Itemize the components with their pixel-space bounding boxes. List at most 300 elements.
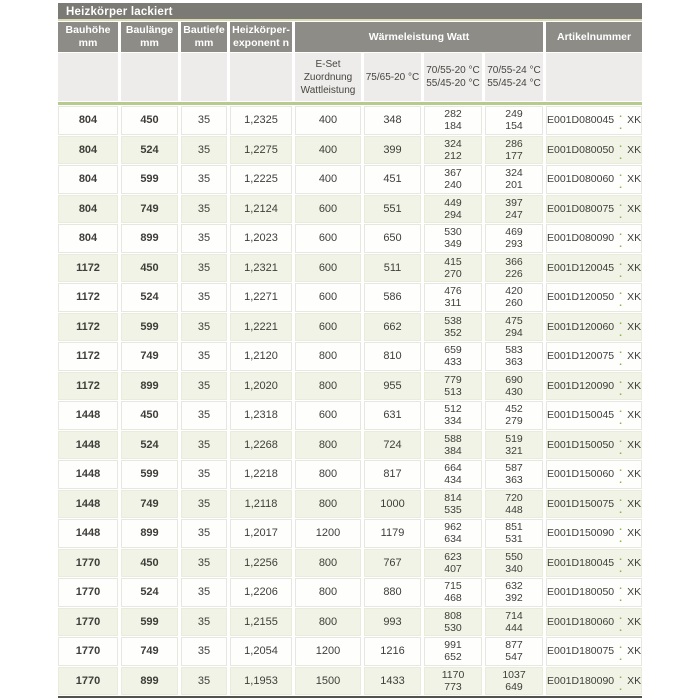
cell-watt-7055-24-text: 550 — [505, 550, 523, 563]
cell-artikelnummer-text: E001D150045 — [547, 409, 615, 422]
col-header-waermeleistung — [295, 22, 543, 52]
cell-watt-7055-20-text: 991 — [444, 639, 462, 652]
cell-eset-wattleistung-text: 600 — [318, 232, 338, 245]
cell-bauhoehe — [58, 342, 118, 371]
cell-eset-wattleistung — [295, 165, 361, 194]
cell-watt-7055-24 — [485, 372, 543, 401]
cell-watt-7055-20 — [424, 165, 482, 194]
cell-artikelnummer-text: E001D120060 — [547, 320, 615, 333]
artikel-placeholder-dots: . . — [619, 580, 625, 605]
cell-watt-7565-20 — [364, 431, 421, 460]
table-bottom-border — [58, 696, 642, 698]
artikel-suffix: XK — [627, 468, 642, 481]
cell-exponent — [230, 283, 292, 312]
cell-bautiefe-text: 35 — [197, 143, 211, 156]
cell-watt-7565-20-text: 993 — [383, 615, 402, 628]
cell-baulaenge-text: 599 — [140, 173, 159, 186]
subheader-empty — [230, 53, 292, 101]
cell-bauhoehe — [58, 313, 118, 342]
col-header-baulaenge-text: mm — [140, 37, 159, 49]
cell-baulaenge-text: 450 — [140, 261, 159, 274]
cell-exponent — [230, 401, 292, 430]
col-header-bautiefe-text: mm — [194, 37, 214, 49]
cell-exponent — [230, 549, 292, 578]
cell-watt-7055-20-text: 659 — [444, 344, 462, 357]
cell-watt-7055-24-text: 397 — [505, 196, 523, 209]
cell-watt-7055-20 — [424, 608, 482, 637]
cell-eset-wattleistung-text: 600 — [318, 320, 338, 333]
cell-baulaenge — [121, 667, 178, 696]
cell-bauhoehe-text: 1448 — [75, 468, 101, 481]
cell-watt-7055-24-text: 279 — [505, 415, 523, 428]
cell-watt-7055-20-text: 623 — [444, 550, 462, 563]
cell-bautiefe-text: 35 — [197, 202, 211, 215]
col-subheader-7055-24-text: 70/55-24 °C — [487, 65, 541, 76]
cell-watt-7565-20-text: 1179 — [380, 527, 405, 540]
cell-bauhoehe-text: 804 — [78, 114, 98, 127]
cell-bautiefe-text: 35 — [197, 114, 211, 127]
subheader-empty — [58, 53, 118, 101]
cell-watt-7055-24-text: 649 — [505, 680, 523, 693]
cell-bauhoehe-text: 1770 — [75, 556, 101, 569]
artikel-suffix: XK — [627, 291, 642, 304]
cell-watt-7055-20 — [424, 519, 482, 548]
cell-exponent — [230, 372, 292, 401]
cell-artikelnummer-text: E001D150060 — [547, 468, 615, 481]
cell-watt-7055-20 — [424, 667, 482, 696]
cell-bautiefe — [181, 106, 227, 135]
cell-bauhoehe-text: 1172 — [76, 320, 100, 333]
cell-bauhoehe — [58, 608, 118, 637]
cell-watt-7055-24 — [485, 431, 543, 460]
cell-watt-7055-20-text: 634 — [444, 533, 462, 546]
cell-baulaenge — [121, 549, 178, 578]
cell-artikelnummer-text: E001D080090 — [547, 232, 615, 245]
artikel-suffix: XK — [627, 645, 642, 658]
cell-eset-wattleistung — [295, 372, 361, 401]
cell-eset-wattleistung-text: 600 — [318, 409, 338, 422]
cell-watt-7055-24-text: 340 — [505, 562, 523, 575]
cell-watt-7055-24 — [485, 519, 543, 548]
col-subheader-7565-20 — [364, 53, 421, 101]
cell-watt-7565-20-text: 880 — [383, 586, 402, 599]
cell-bautiefe-text: 35 — [197, 409, 211, 422]
cell-watt-7055-20-text: 270 — [444, 267, 462, 280]
cell-bautiefe-text: 35 — [197, 350, 211, 363]
cell-exponent — [230, 490, 292, 519]
artikel-suffix: XK — [627, 202, 642, 215]
cell-watt-7565-20-text: 662 — [383, 320, 402, 333]
cell-exponent-text: 1,2118 — [244, 497, 278, 510]
artikel-suffix: XK — [627, 350, 642, 363]
cell-eset-wattleistung-text: 600 — [318, 261, 338, 274]
cell-eset-wattleistung-text: 800 — [318, 468, 338, 481]
cell-bautiefe-text: 35 — [197, 586, 211, 599]
cell-baulaenge — [121, 136, 178, 165]
cell-watt-7055-24 — [485, 667, 543, 696]
cell-bautiefe — [181, 195, 227, 224]
cell-watt-7055-20 — [424, 490, 482, 519]
cell-watt-7565-20 — [364, 254, 421, 283]
cell-watt-7055-20 — [424, 460, 482, 489]
cell-bautiefe — [181, 637, 227, 666]
cell-exponent — [230, 195, 292, 224]
cell-artikelnummer — [546, 342, 642, 371]
artikel-placeholder-dots: . . — [619, 226, 625, 251]
cell-bautiefe-text: 35 — [197, 674, 211, 687]
cell-baulaenge-text: 749 — [140, 497, 159, 510]
cell-eset-wattleistung — [295, 254, 361, 283]
cell-eset-wattleistung — [295, 283, 361, 312]
cell-watt-7055-24-text: 363 — [505, 474, 523, 487]
cell-eset-wattleistung-text: 800 — [318, 615, 338, 628]
cell-watt-7055-24 — [485, 106, 543, 135]
artikel-suffix: XK — [627, 527, 642, 540]
header-separator-line — [58, 102, 642, 105]
cell-watt-7055-20-text: 535 — [444, 503, 462, 516]
cell-bauhoehe — [58, 106, 118, 135]
cell-baulaenge — [121, 165, 178, 194]
cell-baulaenge-text: 524 — [140, 586, 159, 599]
cell-eset-wattleistung — [295, 578, 361, 607]
cell-watt-7055-20 — [424, 224, 482, 253]
cell-baulaenge-text: 524 — [140, 438, 159, 451]
cell-baulaenge — [121, 608, 178, 637]
cell-eset-wattleistung — [295, 549, 361, 578]
cell-watt-7055-20-text: 530 — [444, 226, 462, 239]
col-subheader-eset — [295, 53, 361, 101]
cell-eset-wattleistung — [295, 136, 361, 165]
cell-artikelnummer-text: E001D180050 — [547, 586, 615, 599]
artikel-suffix: XK — [627, 556, 642, 569]
artikel-suffix: XK — [627, 261, 642, 274]
artikel-placeholder-dots: . . — [619, 137, 625, 162]
cell-artikelnummer-text: E001D180060 — [547, 615, 615, 628]
cell-watt-7565-20 — [364, 313, 421, 342]
cell-bauhoehe-text: 804 — [78, 143, 98, 156]
cell-eset-wattleistung-text: 600 — [318, 291, 338, 304]
cell-baulaenge — [121, 283, 178, 312]
cell-artikelnummer — [546, 608, 642, 637]
cell-bautiefe — [181, 460, 227, 489]
cell-watt-7055-20-text: 652 — [444, 651, 462, 664]
cell-watt-7565-20-text: 631 — [383, 409, 402, 422]
cell-watt-7055-20-text: 664 — [444, 462, 462, 475]
artikel-placeholder-dots: . . — [619, 491, 625, 516]
cell-eset-wattleistung-text: 400 — [318, 143, 338, 156]
cell-bauhoehe-text: 804 — [78, 232, 98, 245]
cell-watt-7565-20 — [364, 490, 421, 519]
subheader-empty — [181, 53, 227, 101]
artikel-suffix: XK — [627, 497, 642, 510]
cell-artikelnummer-text: E001D150050 — [547, 438, 615, 451]
cell-bauhoehe — [58, 460, 118, 489]
cell-baulaenge-text: 899 — [140, 232, 159, 245]
cell-watt-7055-24-text: 531 — [505, 533, 523, 546]
cell-bauhoehe-text: 804 — [78, 202, 98, 215]
cell-watt-7055-24-text: 324 — [505, 167, 523, 180]
cell-artikelnummer — [546, 490, 642, 519]
col-header-baulaenge — [121, 22, 178, 52]
cell-exponent — [230, 254, 292, 283]
cell-watt-7565-20-text: 451 — [383, 173, 402, 186]
cell-bauhoehe — [58, 165, 118, 194]
cell-eset-wattleistung — [295, 608, 361, 637]
cell-watt-7055-24-text: 201 — [505, 179, 523, 192]
cell-bautiefe — [181, 549, 227, 578]
cell-watt-7565-20-text: 1216 — [380, 645, 405, 658]
cell-eset-wattleistung-text: 1500 — [315, 674, 341, 687]
cell-watt-7565-20 — [364, 283, 421, 312]
cell-exponent-text: 1,2017 — [244, 527, 278, 540]
cell-artikelnummer — [546, 637, 642, 666]
cell-watt-7055-24 — [485, 608, 543, 637]
cell-baulaenge-text: 450 — [140, 114, 159, 127]
cell-bauhoehe — [58, 401, 118, 430]
cell-watt-7055-20-text: 808 — [444, 609, 462, 622]
cell-watt-7055-20-text: 352 — [444, 326, 462, 339]
artikel-suffix: XK — [627, 114, 642, 127]
cell-watt-7055-24 — [485, 490, 543, 519]
cell-baulaenge — [121, 195, 178, 224]
cell-eset-wattleistung-text: 800 — [318, 586, 338, 599]
cell-baulaenge-text: 749 — [140, 202, 159, 215]
artikel-placeholder-dots: . . — [619, 344, 625, 369]
col-header-bauhoehe-text: mm — [78, 37, 98, 49]
cell-exponent — [230, 165, 292, 194]
cell-artikelnummer — [546, 106, 642, 135]
cell-watt-7055-24-text: 587 — [505, 462, 523, 475]
cell-bautiefe — [181, 372, 227, 401]
cell-artikelnummer — [546, 549, 642, 578]
cell-watt-7055-20 — [424, 578, 482, 607]
cell-watt-7055-24 — [485, 224, 543, 253]
cell-eset-wattleistung — [295, 490, 361, 519]
col-subheader-7055-20-text: 55/45-20 °C — [426, 78, 480, 89]
artikel-suffix: XK — [627, 143, 642, 156]
cell-watt-7055-24-text: 430 — [505, 385, 523, 398]
cell-bauhoehe-text: 1770 — [75, 615, 101, 628]
cell-baulaenge-text: 899 — [140, 674, 159, 687]
cell-bautiefe-text: 35 — [197, 261, 211, 274]
cell-exponent-text: 1,2275 — [244, 143, 278, 156]
cell-bautiefe-text: 35 — [197, 232, 211, 245]
cell-watt-7055-20-text: 282 — [444, 108, 462, 121]
cell-baulaenge — [121, 431, 178, 460]
cell-exponent — [230, 608, 292, 637]
cell-bautiefe-text: 35 — [197, 291, 211, 304]
radiator-spec-table — [58, 3, 642, 698]
cell-exponent — [230, 519, 292, 548]
cell-watt-7055-24-text: 294 — [505, 326, 523, 339]
cell-exponent-text: 1,2225 — [244, 173, 278, 186]
cell-watt-7055-20-text: 294 — [444, 208, 462, 221]
cell-watt-7055-24-text: 714 — [505, 609, 523, 622]
col-header-bautiefe — [181, 22, 227, 52]
cell-bautiefe — [181, 490, 227, 519]
table-title: Heizkörper lackiert — [58, 3, 642, 21]
cell-exponent-text: 1,2054 — [244, 645, 278, 658]
cell-bauhoehe — [58, 195, 118, 224]
artikel-placeholder-dots: . . — [619, 108, 625, 133]
cell-watt-7565-20 — [364, 401, 421, 430]
cell-artikelnummer — [546, 254, 642, 283]
cell-watt-7055-20-text: 407 — [444, 562, 462, 575]
cell-eset-wattleistung-text: 1200 — [315, 527, 341, 540]
cell-baulaenge-text: 749 — [140, 350, 159, 363]
cell-bauhoehe — [58, 224, 118, 253]
cell-exponent — [230, 431, 292, 460]
cell-bautiefe-text: 35 — [197, 379, 211, 392]
col-header-exponent — [230, 22, 292, 52]
cell-watt-7565-20-text: 586 — [383, 291, 402, 304]
cell-bautiefe — [181, 313, 227, 342]
cell-exponent-text: 1,2256 — [244, 556, 278, 569]
cell-artikelnummer — [546, 283, 642, 312]
cell-watt-7055-24 — [485, 578, 543, 607]
cell-watt-7565-20 — [364, 549, 421, 578]
col-header-exponent-text: exponent n — [232, 37, 289, 49]
cell-artikelnummer-text: E001D080050 — [547, 143, 615, 156]
cell-bautiefe-text: 35 — [197, 438, 211, 451]
cell-bauhoehe-text: 1770 — [75, 586, 101, 599]
cell-exponent-text: 1,2325 — [244, 114, 278, 127]
cell-watt-7055-20-text: 384 — [444, 444, 462, 457]
cell-artikelnummer-text: E001D120090 — [547, 379, 615, 392]
cell-watt-7055-24-text: 448 — [505, 503, 523, 516]
cell-bautiefe — [181, 578, 227, 607]
cell-exponent-text: 1,2218 — [244, 468, 278, 481]
cell-watt-7055-20-text: 715 — [444, 580, 462, 593]
artikel-suffix: XK — [627, 674, 642, 687]
cell-bautiefe — [181, 165, 227, 194]
cell-artikelnummer — [546, 372, 642, 401]
cell-watt-7055-20-text: 415 — [444, 255, 462, 268]
cell-eset-wattleistung-text: 800 — [318, 350, 338, 363]
col-subheader-7055-20 — [424, 53, 482, 101]
cell-bauhoehe — [58, 372, 118, 401]
col-header-exponent-text: Heizkörper- — [232, 24, 290, 36]
cell-watt-7055-20 — [424, 283, 482, 312]
cell-bauhoehe-text: 1448 — [75, 409, 101, 422]
col-header-bauhoehe — [58, 22, 118, 52]
col-header-waermeleistung-text: Wärmeleistung Watt — [368, 30, 470, 43]
cell-watt-7565-20-text: 724 — [383, 438, 402, 451]
cell-watt-7055-24 — [485, 283, 543, 312]
cell-bauhoehe-text: 1172 — [76, 261, 100, 274]
cell-watt-7565-20 — [364, 342, 421, 371]
cell-watt-7565-20-text: 1000 — [380, 497, 405, 510]
cell-bauhoehe-text: 1172 — [76, 379, 100, 392]
cell-watt-7055-20-text: 212 — [444, 149, 462, 162]
col-header-artikelnummer-text: Artikelnummer — [556, 30, 632, 43]
cell-eset-wattleistung — [295, 106, 361, 135]
cell-watt-7055-24 — [485, 254, 543, 283]
cell-eset-wattleistung-text: 400 — [318, 114, 338, 127]
cell-watt-7055-20-text: 184 — [444, 120, 462, 133]
cell-bautiefe — [181, 224, 227, 253]
cell-exponent-text: 1,2206 — [244, 586, 278, 599]
cell-watt-7055-24-text: 452 — [505, 403, 523, 416]
cell-artikelnummer-text: E001D120050 — [547, 291, 615, 304]
cell-baulaenge-text: 450 — [140, 556, 159, 569]
cell-watt-7055-24 — [485, 313, 543, 342]
col-subheader-7055-20-text: 70/55-20 °C — [426, 65, 480, 76]
cell-watt-7565-20-text: 810 — [383, 350, 402, 363]
cell-watt-7055-20-text: 538 — [444, 314, 462, 327]
cell-eset-wattleistung-text: 800 — [318, 379, 338, 392]
cell-watt-7565-20 — [364, 637, 421, 666]
cell-baulaenge — [121, 637, 178, 666]
cell-artikelnummer — [546, 136, 642, 165]
cell-exponent-text: 1,2124 — [244, 202, 278, 215]
cell-bauhoehe — [58, 490, 118, 519]
cell-watt-7055-20-text: 1170 — [441, 668, 465, 681]
cell-watt-7055-24-text: 286 — [505, 137, 523, 150]
artikel-placeholder-dots: . . — [619, 196, 625, 221]
artikel-placeholder-dots: . . — [619, 432, 625, 457]
cell-watt-7565-20-text: 767 — [383, 556, 402, 569]
cell-artikelnummer-text: E001D080060 — [547, 173, 615, 186]
cell-eset-wattleistung-text: 1200 — [315, 645, 341, 658]
cell-watt-7055-20-text: 311 — [444, 297, 462, 310]
artikel-placeholder-dots: . . — [619, 639, 625, 664]
col-header-bautiefe-text: Bautiefe — [183, 24, 225, 36]
cell-watt-7055-20 — [424, 549, 482, 578]
cell-watt-7055-20 — [424, 372, 482, 401]
cell-watt-7055-24-text: 420 — [505, 285, 523, 298]
col-subheader-7055-24-text: 55/45-24 °C — [487, 78, 541, 89]
cell-watt-7565-20-text: 551 — [383, 202, 402, 215]
cell-eset-wattleistung — [295, 431, 361, 460]
cell-watt-7055-20 — [424, 342, 482, 371]
cell-bauhoehe-text: 1448 — [75, 527, 101, 540]
cell-baulaenge — [121, 342, 178, 371]
cell-watt-7055-24-text: 720 — [505, 491, 523, 504]
col-subheader-eset-text: Zuordnung — [303, 71, 353, 83]
cell-bautiefe-text: 35 — [197, 497, 211, 510]
cell-artikelnummer — [546, 431, 642, 460]
cell-artikelnummer — [546, 224, 642, 253]
cell-bautiefe — [181, 401, 227, 430]
cell-watt-7565-20 — [364, 667, 421, 696]
cell-bauhoehe-text: 1448 — [75, 438, 101, 451]
cell-watt-7055-20-text: 773 — [444, 680, 462, 693]
cell-exponent — [230, 460, 292, 489]
cell-eset-wattleistung-text: 800 — [318, 497, 338, 510]
cell-baulaenge — [121, 224, 178, 253]
cell-watt-7055-20-text: 449 — [444, 196, 462, 209]
cell-eset-wattleistung — [295, 519, 361, 548]
cell-watt-7565-20 — [364, 106, 421, 135]
cell-baulaenge-text: 524 — [140, 291, 159, 304]
cell-eset-wattleistung — [295, 224, 361, 253]
cell-watt-7055-20-text: 588 — [444, 432, 462, 445]
cell-watt-7055-20-text: 468 — [444, 592, 462, 605]
cell-watt-7055-20 — [424, 136, 482, 165]
cell-baulaenge — [121, 254, 178, 283]
artikel-placeholder-dots: . . — [619, 285, 625, 310]
cell-exponent-text: 1,2318 — [244, 409, 278, 422]
artikel-placeholder-dots: . . — [619, 609, 625, 634]
cell-eset-wattleistung — [295, 637, 361, 666]
cell-watt-7055-24-text: 293 — [505, 238, 523, 251]
cell-watt-7055-24-text: 154 — [505, 120, 523, 133]
cell-artikelnummer — [546, 401, 642, 430]
cell-watt-7565-20-text: 650 — [383, 232, 402, 245]
cell-artikelnummer-text: E001D180090 — [547, 674, 615, 687]
cell-bautiefe-text: 35 — [197, 527, 211, 540]
